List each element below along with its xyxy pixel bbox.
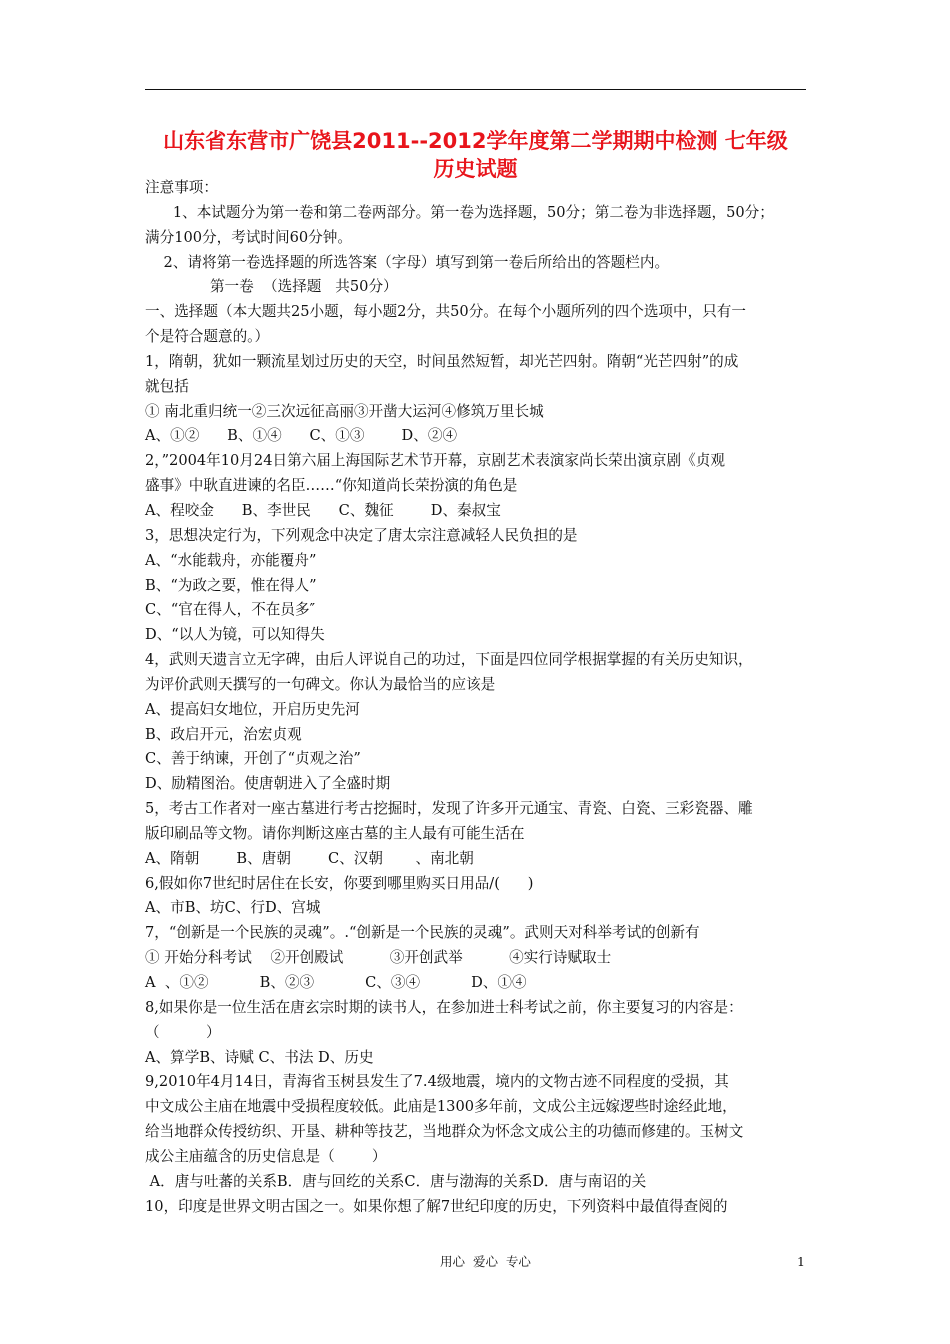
text-line: ① 开始分科考试 ②开创殿试 ③开创武举 ④实行诗赋取士	[145, 949, 612, 967]
text-line: 成公主庙蕴含的历史信息是（ ）	[145, 1147, 387, 1165]
text-line: A、①② B、①④ C、①③ D、②④	[145, 427, 458, 445]
text-line: 4，武则天遗言立无字碑，由后人评说自己的功过，下面是四位同学根据掌握的有关历史知识，	[145, 651, 753, 669]
text-line: 中文成公主庙在地震中受损程度较低。此庙是1300多年前，文成公主远嫁逻些时途经此地，	[145, 1098, 737, 1116]
text-line: 6,假如你7世纪时居住在长安，你要到哪里购买日用品/( )	[145, 874, 534, 892]
text-line: A、算学B、诗赋 C、书法 D、历史	[145, 1048, 374, 1066]
text-line: 满分100分，考试时间60分钟。	[145, 228, 352, 246]
text-line: 注意事项：	[145, 179, 218, 196]
text-line: 第一卷 （选择题 共50分）	[145, 278, 398, 296]
text-line: 9,2010年4月14日，青海省玉树县发生了7.4级地震，境内的文物古迹不同程度的受损，其	[145, 1073, 729, 1091]
text-line: 个是符合题意的。）	[145, 328, 270, 346]
text-line: C、善于纳谏，开创了“贞观之治”	[145, 750, 361, 768]
text-line: 7，“创新是一个民族的灵魂”。.“创新是一个民族的灵魂”。武则天对科举考试的创新有	[145, 924, 700, 942]
text-line: 5，考古工作者对一座古墓进行考古挖掘时，发现了许多开元通宝、青瓷、白瓷、三彩瓷器、雕	[145, 800, 753, 818]
text-line: D、“以人为镜，可以知得失	[145, 626, 325, 644]
text-line: 3，思想决定行为，下列观念中决定了唐太宗注意减轻人民负担的是	[145, 526, 578, 544]
text-line: C、“官在得人，不在员多″	[145, 601, 316, 619]
document-subtitle: 历史试题	[433, 157, 518, 181]
text-line: A、程咬金 B、李世民 C、魏征 D、秦叔宝	[145, 501, 501, 519]
header-rule	[145, 89, 806, 90]
text-line: 2、请将第一卷选择题的所选答案（字母）填写到第一卷后所给出的答题栏内。	[145, 253, 670, 271]
text-line: 就包括	[145, 377, 189, 395]
text-line: 版印刷品等文物。请你判断这座古墓的主人最有可能生活在	[145, 824, 525, 842]
text-line: D、励精图治。使唐朝进入了全盛时期	[145, 775, 391, 793]
text-line: 为评价武则天撰写的一句碑文。你认为最恰当的应该是	[145, 675, 496, 693]
text-line: A．唐与吐蕃的关系B．唐与回纥的关系C．唐与渤海的关系D．唐与南诏的关	[145, 1172, 647, 1190]
text-line: ① 南北重归统一②三次远征高丽③开凿大运河④修筑万里长城	[145, 402, 544, 420]
footer-slogan: 用心 爱心 专心	[440, 1254, 531, 1269]
text-line: 8,如果你是一位生活在唐玄宗时期的读书人，在参加进士科考试之前，你主要复习的内容是：	[145, 998, 743, 1016]
document-title: 山东省东营市广饶县2011--2012学年度第二学期期中检测 七年级	[163, 129, 788, 153]
text-line: 给当地群众传授纺织、开垦、耕种等技艺，当地群众为怀念文成公主的功德而修建的。玉树文	[145, 1123, 744, 1141]
text-line: A 、①② B、②③ C、③④ D、①④	[145, 974, 527, 991]
text-line: 1，隋朝，犹如一颗流星划过历史的天空，时间虽然短暂，却光芒四射。隋朝“光芒四射”的成	[145, 352, 739, 370]
page-footer	[0, 1252, 950, 1272]
text-line: 一、选择题（本大题共25小题，每小题2分，共50分。在每个小题所列的四个选项中，只有一	[145, 303, 746, 321]
text-line: B、政启开元，治宏贞观	[145, 725, 302, 743]
text-line: 10，印度是世界文明古国之一。如果你想了解7世纪印度的历史，下列资料中最值得查阅的	[145, 1197, 728, 1215]
document-body	[145, 176, 813, 1219]
text-line: A、隋朝 B、唐朝 C、汉朝 、南北朝	[145, 849, 474, 867]
text-line: （ ）	[145, 1023, 221, 1041]
text-line: B、“为政之要，惟在得人”	[145, 576, 317, 594]
text-line: 2，”2004年10月24日第六届上海国际艺术节开幕，京剧艺术表演家尚长荣出演京剧《贞观	[145, 452, 725, 470]
page-number: 1	[797, 1254, 805, 1269]
text-line: 1、本试题分为第一卷和第二卷两部分。第一卷为选择题，50分；第二卷为非选择题，50分；	[145, 203, 774, 221]
text-line: A、市B、坊C、行D、宫城	[145, 899, 321, 917]
text-line: 盛事》中耿直进谏的名臣……“你知道尚长荣扮演的角色是	[145, 477, 518, 495]
text-line: A、“水能载舟，亦能覆舟”	[145, 551, 317, 569]
text-line: A、提高妇女地位，开启历史先河	[145, 700, 360, 718]
